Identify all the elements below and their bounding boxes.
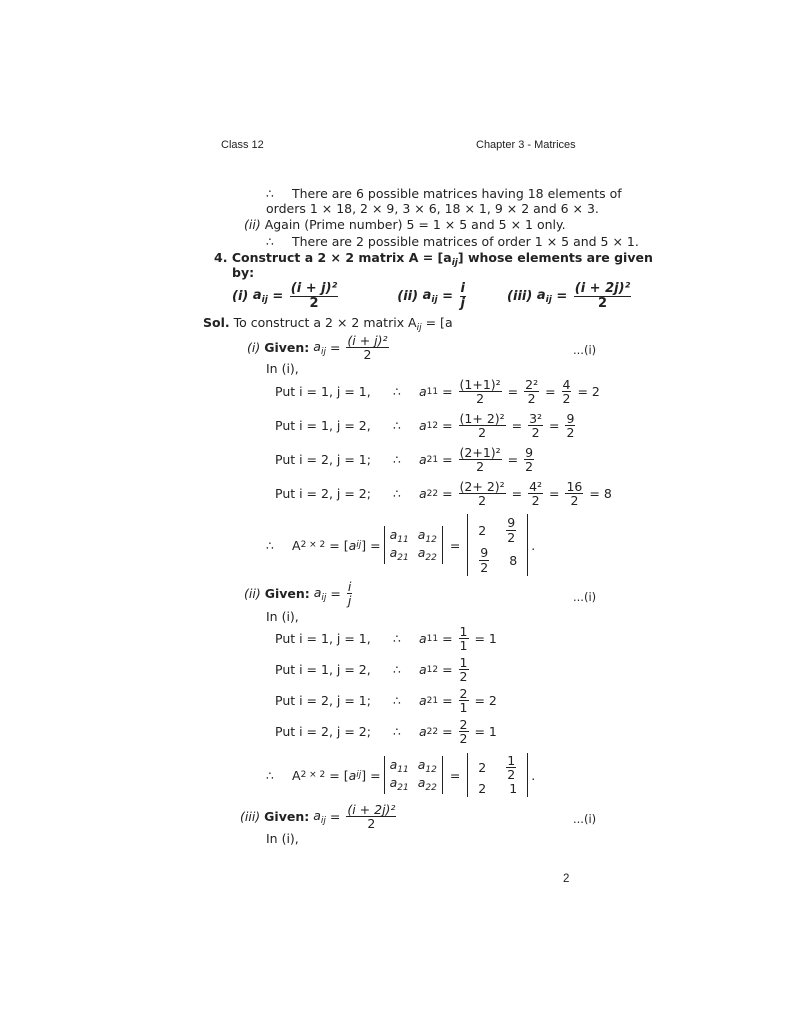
part3-ref: ...(i) [573, 812, 597, 826]
intro-line-2: orders 1 × 18, 2 × 9, 3 × 6, 18 × 1, 9 × 2 and 6 × 3. [266, 201, 599, 216]
intro-line-1: ∴ There are 6 possible matrices having 18 elements of [266, 186, 622, 201]
header-class: Class 12 [221, 139, 264, 151]
question-line-1: 4. Construct a 2 × 2 matrix $A = [a_{ij}]$ whose elements are given [214, 250, 653, 268]
part3-given: (iii) Given: $a_{ij}$ = $\frac{\text{(i + 2j)²}}{2}$ [240, 802, 396, 832]
result-matrix-1: 2 $\frac{9}{2}$ $\frac{9}{2}$ 8 [467, 514, 528, 576]
part2-in: In (i), [266, 609, 299, 624]
part2-line-4: Put i = 2, j = 2; ∴ a 22 = $\frac{2}{2}$ = 1 [275, 717, 497, 747]
part2-line-3: Put i = 2, j = 1; ∴ a 21 = $\frac{2}{1}$ = 2 [275, 686, 497, 716]
part1-in: In (i), [266, 361, 299, 376]
part1-line-1: Put i = 1, j = 1, ∴ a 11 = $\frac{\text{(1+1)²}}{2}$ = $\frac{\text{2²}}{2}$ = $\frac{4}{2}$ = 2 [275, 377, 600, 407]
part3-in: In (i), [266, 831, 299, 846]
part1-line-3: Put i = 2, j = 1; ∴ a 21 = $\frac{\text{(2+1)²}}{2}$ = $\frac{9}{2}$ [275, 445, 534, 475]
part1-line-4: Put i = 2, j = 2; ∴ a 22 = $\frac{\text{(2+ 2)²}}{2}$ = $\frac{\text{4²}}{2}$ = $\frac{16}{2}$ = 8 [275, 479, 612, 509]
part2-line-2: Put i = 1, j = 2, ∴ a 12 = $\frac{1}{2}$ [275, 655, 468, 685]
solution-intro: Sol. To construct a 2 × 2 matrix $A_{ij} = [a$ [203, 315, 453, 333]
part1-ref: ...(i) [573, 343, 597, 357]
symbolic-matrix-2: $a_{11}$ $a_{12}$ $a_{21}$ $a_{22}$ [384, 756, 443, 794]
part2-ref: ...(i) [573, 590, 597, 604]
part2-matrix-line: ∴ A 2 × 2 = [ a ij ] = $a_{11}$ $a_{12}$ $a_{21}$ $a_{22}$ = 2 $\frac{1}{2}$ 2 1 . [266, 753, 536, 797]
intro-line-3: (ii) Again (Prime number) 5 = 1 × 5 and 5 × 1 only. [244, 217, 566, 232]
part1-matrix-line: ∴ A 2 × 2 = [ a ij ] = $a_{11}$ $a_{12}$ $a_{21}$ $a_{22}$ = 2 $\frac{9}{2}$ $\frac{9}{2}$ 8 . [266, 515, 536, 575]
result-matrix-2: 2 $\frac{1}{2}$ 2 1 [467, 753, 528, 797]
part2-line-1: Put i = 1, j = 1, ∴ a 11 = $\frac{1}{1}$ = 1 [275, 624, 497, 654]
question-line-2: by: [232, 265, 255, 280]
intro-line-4: ∴ There are 2 possible matrices of order 1 × 5 and 5 × 1. [266, 234, 639, 249]
part1-line-2: Put i = 1, j = 2, ∴ a 12 = $\frac{\text{(1+ 2)²}}{2}$ = $\frac{\text{3²}}{2}$ = $\frac{9}{2}$ [275, 411, 575, 441]
header-chapter: Chapter 3 - Matrices [476, 139, 576, 151]
part2-given: (ii) Given: $a_{ij}$ = $\frac{i}{j}$ [244, 579, 352, 609]
page-number: 2 [563, 873, 570, 885]
symbolic-matrix-1: $a_{11}$ $a_{12}$ $a_{21}$ $a_{22}$ [384, 526, 443, 564]
part1-given: (i) Given: $a_{ij}$ = $\frac{\text{(i + j)²}}{2}$ [247, 333, 388, 363]
question-options: (i) $a_{ij}$ = $\frac{\text{(i + j)²}}{2}$ (ii) $a_{ij}$ = $\frac{i}{j}$ (iii) $a_{ij}$ = $\frac{\text{(i + 2j)²}}{2}$ [232, 281, 631, 311]
